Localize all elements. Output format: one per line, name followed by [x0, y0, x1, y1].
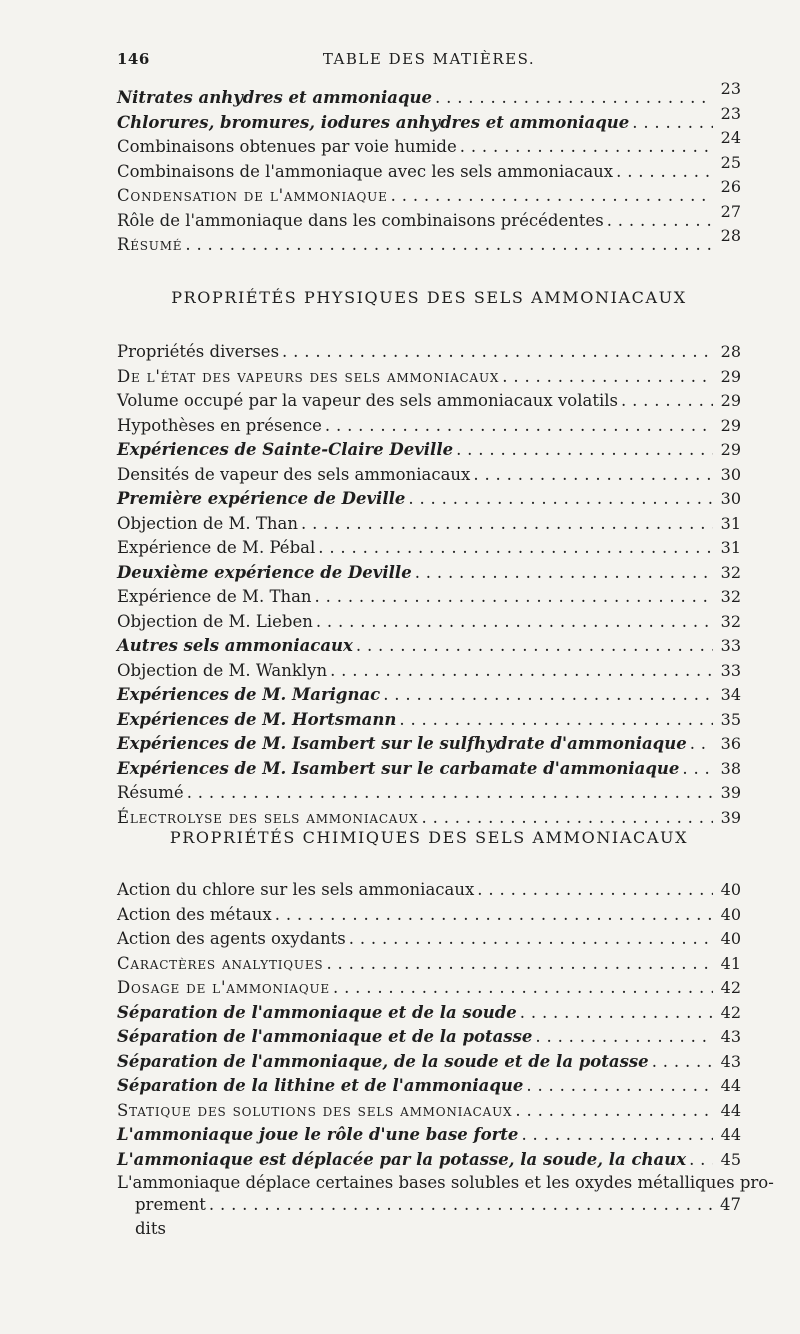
- dot-leader: [315, 585, 713, 610]
- toc-entry-title: Nitrates anhydres et ammoniaque: [117, 88, 433, 107]
- dot-leader: [383, 683, 713, 708]
- toc-entry-title: Objection de M. Lieben: [117, 611, 313, 631]
- dot-leader: [356, 634, 713, 659]
- toc-entry: [117, 536, 741, 561]
- toc-entry: [117, 878, 741, 903]
- toc-entry-page: 34: [720, 685, 741, 704]
- toc-entry: [117, 389, 741, 414]
- dot-leader: [415, 561, 713, 586]
- toc-entry-title: Expériences de M. Hortsmann: [117, 709, 397, 729]
- toc-entry-title: Séparation de l'ammoniaque et de la potasse: [117, 1027, 533, 1046]
- toc-entry-page: 29: [720, 391, 741, 410]
- toc-entry-page: 45: [720, 1149, 741, 1169]
- toc-entry-page: 23: [720, 79, 741, 98]
- toc-section-1: [117, 79, 741, 258]
- dot-leader: [349, 927, 713, 952]
- toc-entry-title: Objection de M. Than: [117, 513, 298, 533]
- toc-entry-page: 32: [720, 611, 741, 631]
- toc-entry-page: 44: [720, 1125, 741, 1144]
- toc-entry-page: 28: [720, 342, 741, 361]
- page-header: [117, 50, 741, 76]
- toc-entry-title: Autres sels ammoniacaux: [117, 636, 353, 655]
- toc-entry-page: 27: [720, 201, 741, 221]
- toc-entry-page: 40: [720, 929, 741, 948]
- toc-entry-title: Action des métaux: [117, 904, 272, 924]
- toc-entry: [117, 201, 741, 234]
- toc-entry-page: 32: [720, 562, 741, 582]
- toc-entry: [117, 1050, 741, 1075]
- toc-entry-title: Action du chlore sur les sels ammoniacaux: [117, 880, 475, 899]
- toc-section-3: [117, 878, 774, 1238]
- toc-entry-title: Action des agents oxydants: [117, 929, 346, 948]
- dot-leader: [521, 1123, 713, 1148]
- toc-entry-title: Deuxième expérience de Deville: [117, 562, 412, 582]
- toc-entry-page: 29: [720, 415, 741, 435]
- toc-entry: [117, 414, 741, 439]
- toc-entry-page: 44: [720, 1076, 741, 1095]
- toc-entry: [117, 952, 741, 977]
- toc-section-2: [117, 340, 741, 830]
- toc-entry-title: Expérience de M. Pébal: [117, 538, 316, 557]
- toc-entry: [117, 438, 741, 463]
- dot-leader: [616, 160, 713, 185]
- toc-entry-title: Rôle de l'ammoniaque dans les combinaisons précédentes: [117, 210, 604, 230]
- toc-entry: [117, 561, 741, 586]
- dot-leader: [185, 233, 713, 258]
- toc-entry: [117, 1001, 741, 1026]
- dot-leader: [275, 903, 713, 928]
- dot-leader: [333, 976, 713, 1001]
- dot-leader: [473, 463, 713, 488]
- toc-entry: [117, 659, 741, 684]
- toc-entry-page: 44: [720, 1100, 741, 1120]
- toc-entry: [117, 1025, 741, 1050]
- dot-leader: [690, 732, 713, 757]
- toc-entry: [117, 463, 741, 488]
- toc-entry-title: Volume occupé par la vapeur des sels ammoniacaux volatils: [117, 391, 618, 410]
- toc-entry-page: 40: [720, 880, 741, 899]
- dot-leader: [408, 487, 713, 512]
- toc-entry-title: Chlorures, bromures, iodures anhydres et ammoniaque: [117, 112, 630, 132]
- toc-entry-page: 32: [720, 587, 741, 606]
- toc-entry-page: 29: [720, 366, 741, 386]
- toc-entry: [117, 634, 741, 659]
- toc-entry: [117, 512, 741, 537]
- dot-leader: [477, 878, 713, 903]
- toc-entry-title: Propriétés diverses: [117, 342, 280, 361]
- toc-entry: [117, 152, 741, 185]
- toc-entry: [117, 365, 741, 390]
- dot-leader: [607, 209, 713, 234]
- toc-entry-title: Résumé: [117, 235, 183, 254]
- toc-entry: [117, 177, 741, 209]
- dot-leader: [520, 1001, 713, 1026]
- toc-entry: [117, 226, 741, 258]
- toc-entry: [117, 806, 741, 831]
- dot-leader: [318, 536, 713, 561]
- dot-leader: [515, 1099, 713, 1124]
- dot-leader: [187, 781, 713, 806]
- toc-entry: [117, 1123, 741, 1148]
- toc-entry: [117, 903, 741, 928]
- toc-entry-title: Séparation de l'ammoniaque, de la soude et de la potasse: [117, 1051, 649, 1071]
- toc-entry-page: 23: [720, 103, 741, 123]
- toc-entry-title: Séparation de l'ammoniaque et de la soude: [117, 1002, 517, 1022]
- dot-leader: [282, 340, 713, 365]
- toc-entry-page: 28: [720, 226, 741, 245]
- toc-entry: [117, 103, 741, 136]
- toc-entry-page: 42: [720, 978, 741, 997]
- toc-entry-page: 38: [720, 758, 741, 778]
- toc-entry-page: 47: [720, 1195, 741, 1214]
- toc-entry-title: Expériences de M. Marignac: [117, 685, 381, 704]
- toc-entry-page: 30: [720, 464, 741, 484]
- toc-entry-page: 33: [720, 660, 741, 680]
- toc-entry-title: Expérience de M. Than: [117, 587, 312, 606]
- dot-leader: [632, 111, 713, 136]
- toc-entry-title: Combinaisons obtenues par voie humide: [117, 137, 457, 156]
- dot-leader: [526, 1074, 713, 1099]
- toc-entry: [117, 976, 741, 1001]
- dot-leader: [316, 610, 713, 635]
- toc-entry-title: Statique des solutions des sels ammoniacaux: [117, 1100, 513, 1120]
- toc-entry-page: 43: [720, 1027, 741, 1046]
- toc-entry-title: Séparation de la lithine et de l'ammoniaque: [117, 1076, 524, 1095]
- toc-entry-title: Expériences de Sainte-Claire Deville: [117, 440, 454, 459]
- toc-entry: [117, 781, 741, 806]
- toc-entry-page: 26: [720, 177, 741, 196]
- toc-entry-title: Expériences de M. Isambert sur le sulfhydrate d'ammoniaque: [117, 734, 687, 753]
- toc-entry-title: Caractères analytiques: [117, 953, 324, 973]
- dot-leader: [325, 414, 713, 439]
- dot-leader: [456, 438, 713, 463]
- toc-entry-title: Condensation de l'ammoniaque: [117, 186, 388, 205]
- toc-entry-title: Résumé: [117, 783, 184, 802]
- toc-entry-title: L'ammoniaque est déplacée par la potasse, la soude, la chaux: [117, 1149, 687, 1169]
- section-heading-chemical: PROPRIÉTÉS CHIMIQUES DES SELS AMMONIACAUX: [169, 828, 689, 847]
- dot-leader: [209, 1193, 713, 1217]
- toc-entry-page: 31: [720, 538, 741, 557]
- toc-entry: [117, 340, 741, 365]
- toc-entry-page: 43: [720, 1051, 741, 1071]
- toc-entry-page: 40: [720, 904, 741, 924]
- dot-leader: [326, 952, 713, 977]
- toc-entry-page: 39: [720, 807, 741, 827]
- toc-entry-title: Expériences de M. Isambert sur le carbamate d'ammoniaque: [117, 758, 680, 778]
- toc-entry-title-line2: prement dits: [135, 1195, 206, 1238]
- dot-leader: [301, 512, 713, 537]
- toc-entry-page: 30: [720, 489, 741, 508]
- toc-entry-page: 39: [720, 783, 741, 802]
- dot-leader: [535, 1025, 713, 1050]
- toc-entry-title: Dosage de l'ammoniaque: [117, 978, 330, 997]
- toc-entry-title-line1: L'ammoniaque déplace certaines bases solubles et les oxydes métalliques pro-: [117, 1173, 774, 1192]
- toc-entry-wrapped: [117, 1172, 774, 1238]
- toc-entry-title: L'ammoniaque joue le rôle d'une base forte: [117, 1125, 519, 1144]
- dot-leader: [621, 389, 713, 414]
- toc-entry-page: 31: [720, 513, 741, 533]
- toc-entry: [117, 610, 741, 635]
- toc-entry: [117, 683, 741, 708]
- toc-entry-page: 29: [720, 440, 741, 459]
- dot-leader: [682, 757, 713, 782]
- toc-entry-title: Densités de vapeur des sels ammoniacaux: [117, 464, 471, 484]
- toc-entry: [117, 927, 741, 952]
- toc-entry: [117, 585, 741, 610]
- toc-entry: [117, 1148, 741, 1173]
- dot-leader: [652, 1050, 713, 1075]
- toc-entry-page: 41: [720, 953, 741, 973]
- dot-leader: [399, 708, 713, 733]
- dot-leader: [689, 1148, 713, 1173]
- toc-entry-page: 35: [720, 709, 741, 729]
- page-number: 146: [117, 50, 150, 68]
- toc-entry-page: 42: [720, 1002, 741, 1022]
- toc-entry-page: 25: [720, 152, 741, 172]
- toc-entry-title: Objection de M. Wanklyn: [117, 660, 328, 680]
- toc-entry: [117, 128, 741, 160]
- section-heading-physical: PROPRIÉTÉS PHYSIQUES DES SELS AMMONIACAUX: [171, 288, 687, 307]
- toc-entry-page: 33: [720, 636, 741, 655]
- dot-leader: [502, 365, 713, 390]
- dot-leader: [330, 659, 713, 684]
- toc-entry: [117, 1099, 741, 1124]
- dot-leader: [391, 184, 713, 209]
- dot-leader: [435, 86, 713, 111]
- dot-leader: [422, 806, 713, 831]
- toc-entry-page: 24: [720, 128, 741, 147]
- toc-entry: [117, 487, 741, 512]
- running-title: TABLE DES MATIÈRES.: [322, 50, 536, 68]
- toc-entry-title: Électrolyse des sels ammoniacaux: [117, 807, 419, 827]
- dot-leader: [460, 135, 713, 160]
- toc-entry: [117, 732, 741, 757]
- toc-entry-page: 36: [720, 734, 741, 753]
- toc-entry-title: Hypothèses en présence: [117, 415, 322, 435]
- toc-entry-title: Combinaisons de l'ammoniaque avec les sels ammoniacaux: [117, 161, 614, 181]
- toc-entry: [117, 757, 741, 782]
- toc-entry-title: Première expérience de Deville: [117, 489, 406, 508]
- toc-entry: [117, 79, 741, 111]
- toc-entry: [117, 1074, 741, 1099]
- toc-entry: [117, 708, 741, 733]
- toc-entry-title: De l'état des vapeurs des sels ammoniacaux: [117, 366, 500, 386]
